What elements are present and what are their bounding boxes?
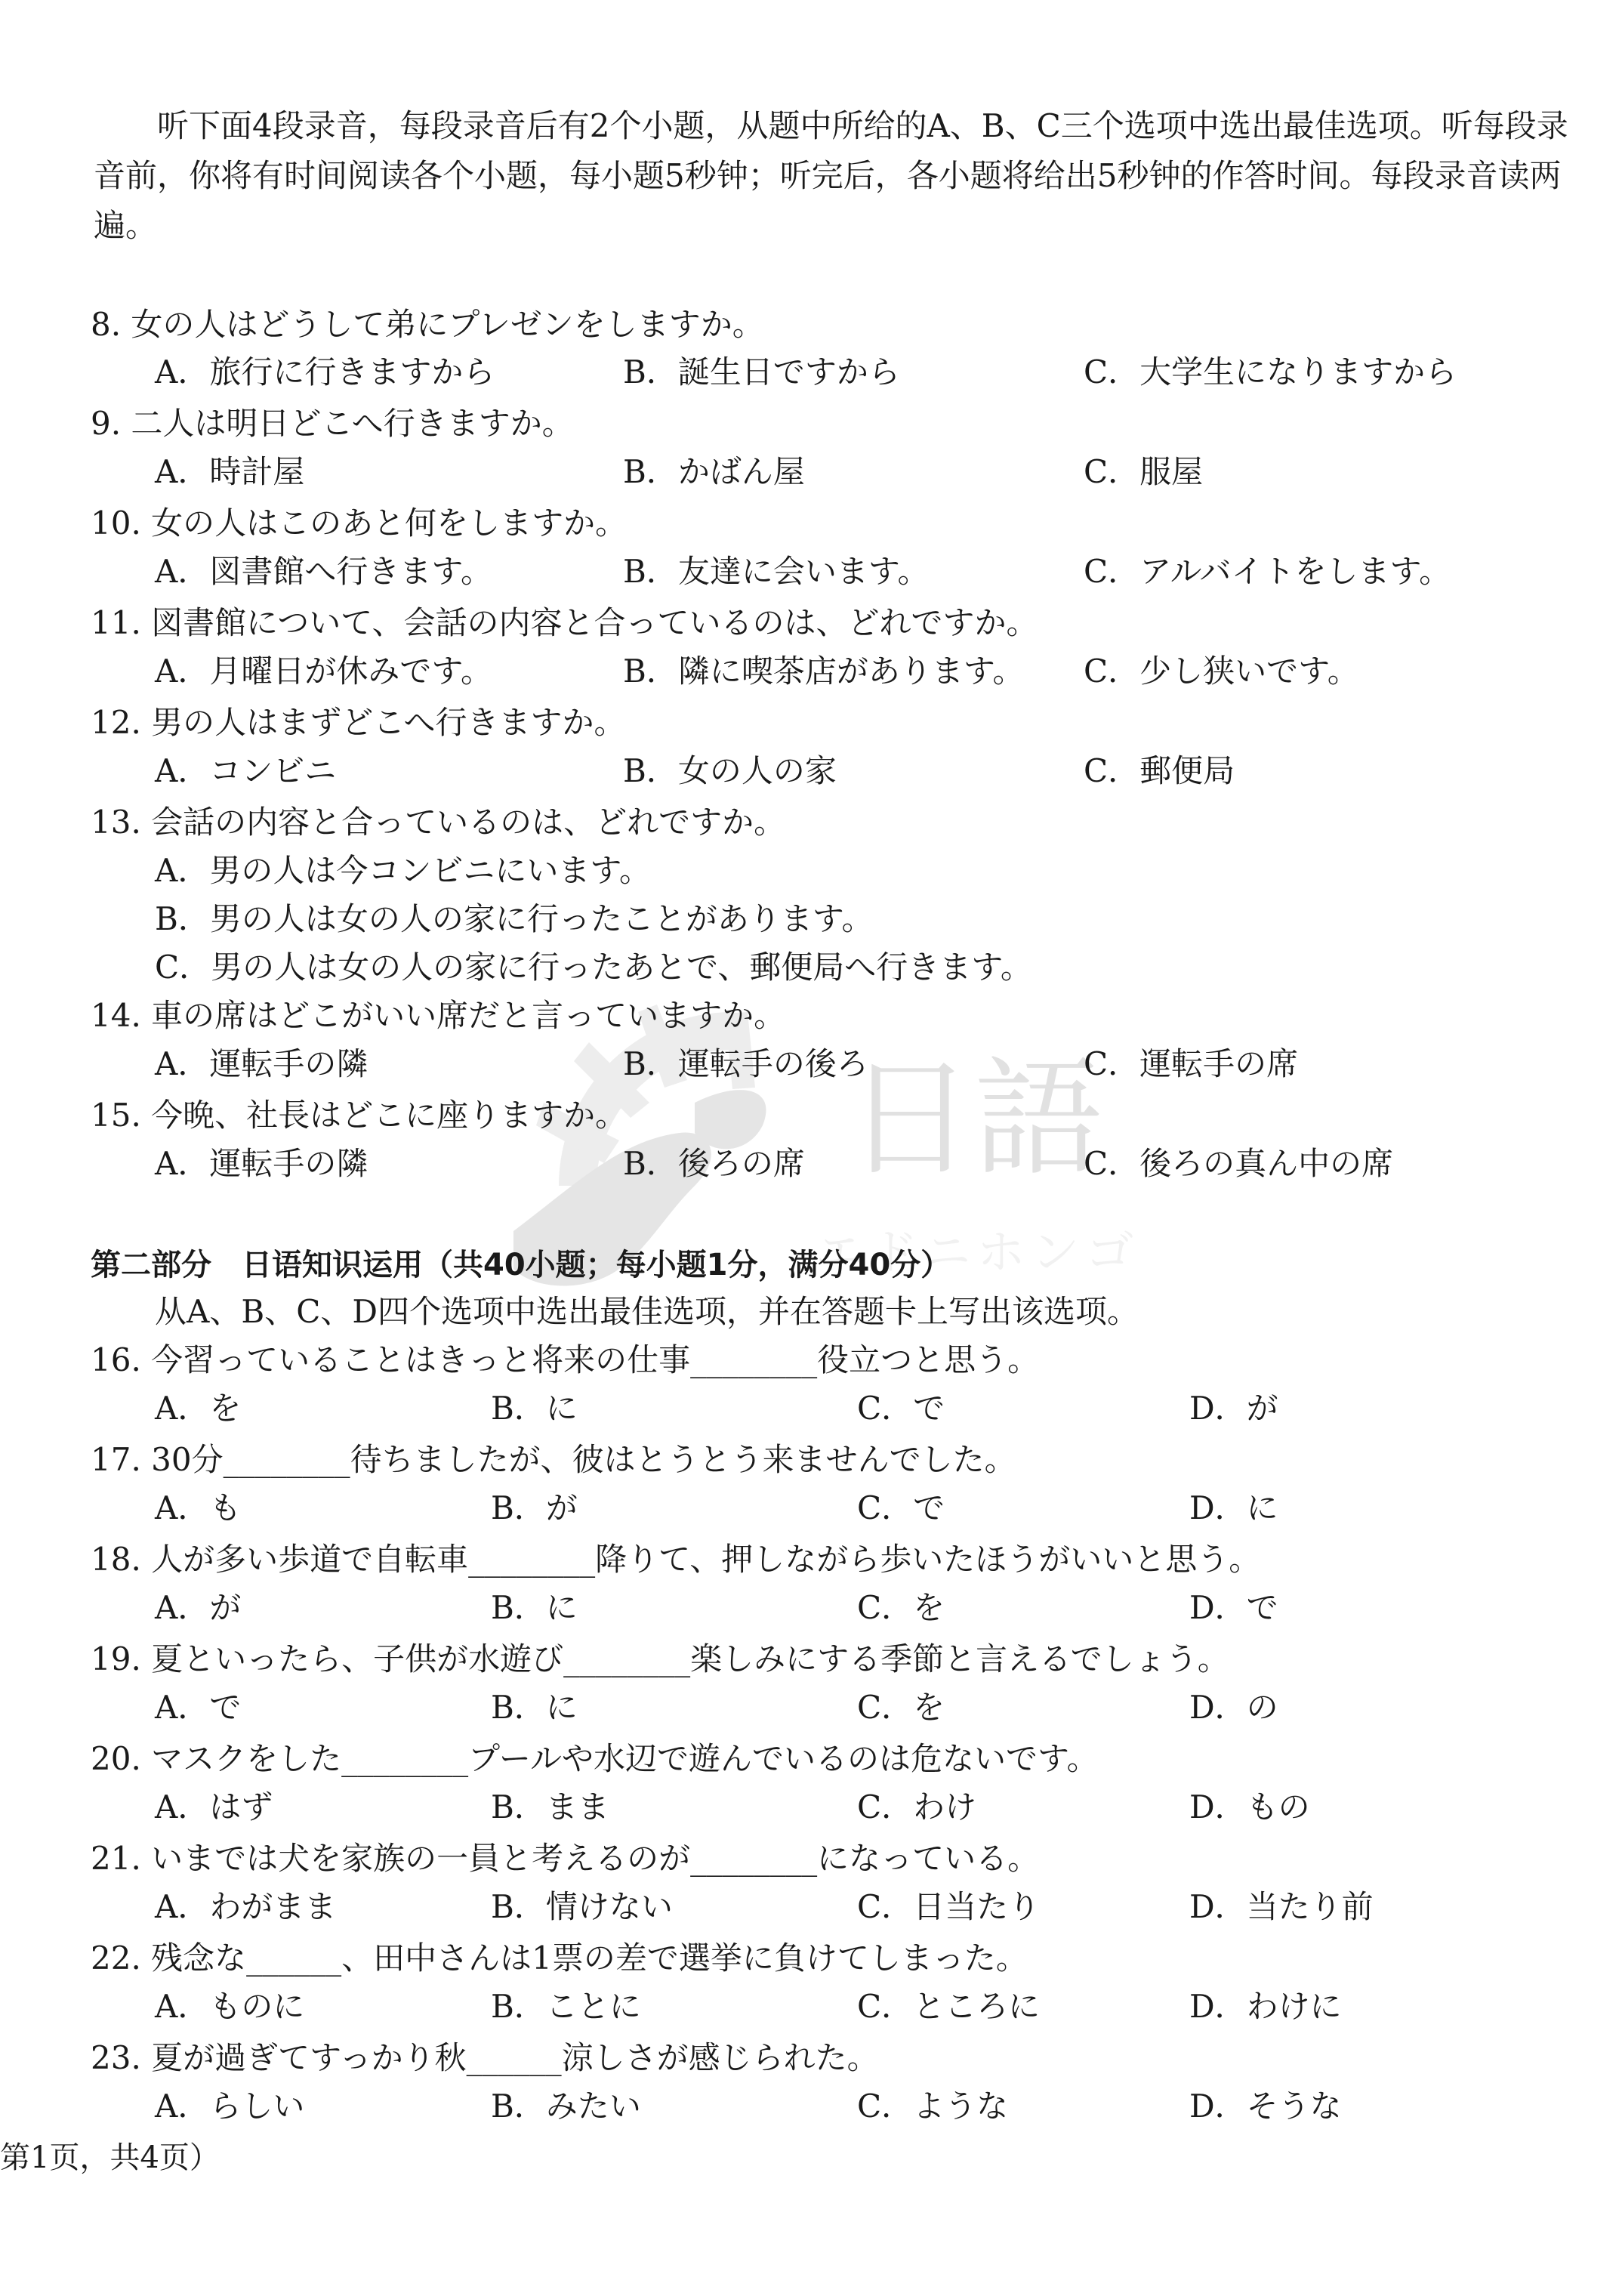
q8-option-b: B．誕生日ですから	[623, 353, 900, 390]
q21-option-b: B．情けない	[491, 1888, 673, 1925]
watermark-main-text: 日語	[846, 1045, 1103, 1194]
q21-option-a: A．わがまま	[155, 1888, 337, 1925]
q21-option-d: D．当たり前	[1189, 1888, 1374, 1925]
q22-option-b: B．ことに	[491, 1988, 641, 2025]
q11-option-b: B．隣に喫茶店があります。	[623, 653, 1025, 690]
q20-option-a: A．はず	[155, 1788, 273, 1825]
listening-instructions: 听下面4段录音，每段录音后有2个小题，从题中所给的A、B、C三个选项中选出最佳选项。听每段录音前，你将有时间阅读各个小题，每小题5秒钟；听完后，各小题将给出5秒钟的作答时间。每段录音读两遍。	[94, 107, 1568, 244]
question-22: 22. 残念な______、田中さんは1票の差で選挙に負けてしまった。	[91, 1940, 1028, 1977]
q15-option-c: C．後ろの真ん中の席	[1084, 1145, 1394, 1182]
q18-option-d: D．で	[1189, 1589, 1278, 1626]
q12-option-c: C．郵便局	[1084, 752, 1235, 789]
question-17: 17. 30分________待ちましたが、彼はとうとう来ませんでした。	[91, 1441, 1016, 1478]
q17-option-b: B．が	[491, 1489, 578, 1526]
question-21: 21. いまでは犬を家族の一員と考えるのが________になっている。	[91, 1840, 1040, 1877]
question-9: 9. 二人は明日どこへ行きますか。	[91, 405, 574, 442]
q10-option-c: C．アルバイトをします。	[1084, 553, 1451, 590]
q12-option-b: B．女の人の家	[623, 752, 837, 789]
q17-option-c: C．で	[857, 1489, 945, 1526]
q10-option-a: A．図書館へ行きます。	[155, 553, 492, 590]
section-2-title: 第二部分 日语知识运用（共40小题；每小题1分，满分40分）	[91, 1248, 951, 1282]
q8-option-a: A．旅行に行きますから	[155, 353, 495, 390]
q9-option-c: C．服屋	[1084, 453, 1204, 490]
q20-option-b: B．まま	[491, 1788, 609, 1825]
q22-option-d: D．わけに	[1189, 1988, 1342, 2025]
q19-option-c: C．を	[857, 1689, 945, 1726]
q13-option-c: C．男の人は女の人の家に行ったあとで、郵便局へ行きます。	[155, 949, 1032, 986]
q12-option-a: A．コンビニ	[155, 752, 337, 789]
q9-option-a: A．時計屋	[155, 453, 305, 490]
q23-option-b: B．みたい	[491, 2088, 641, 2125]
q10-option-b: B．友達に会います。	[623, 553, 930, 590]
q14-option-c: C．運転手の席	[1084, 1045, 1299, 1082]
q20-option-d: D．もの	[1189, 1788, 1310, 1825]
q11-option-a: A．月曜日が休みです。	[155, 653, 492, 690]
q19-option-b: B．に	[491, 1689, 578, 1726]
question-10: 10. 女の人はこのあと何をしますか。	[91, 505, 628, 542]
question-18: 18. 人が多い歩道で自転車________降りて、押しながら歩いたほうがいいと思う。	[91, 1541, 1261, 1578]
q19-option-a: A．で	[155, 1689, 242, 1726]
q16-option-a: A．を	[155, 1390, 242, 1427]
q23-option-d: D．そうな	[1189, 2088, 1342, 2125]
question-16: 16. 今習っていることはきっと将来の仕事________役立つと思う。	[91, 1341, 1040, 1378]
q17-option-d: D．に	[1189, 1489, 1278, 1526]
q15-option-a: A．運転手の隣	[155, 1145, 368, 1182]
q11-option-c: C．少し狭いです。	[1084, 653, 1359, 690]
question-8: 8. 女の人はどうして弟にプレゼンをしますか。	[91, 306, 764, 343]
q18-option-a: A．が	[155, 1589, 242, 1626]
q23-option-c: C．ような	[857, 2088, 1009, 2125]
section-2-instruction: 从A、B、C、D四个选项中选出最佳选项，并在答题卡上写出该选项。	[155, 1293, 1139, 1330]
question-13: 13. 会話の内容と合っているのは、どれですか。	[91, 804, 786, 841]
q21-option-c: C．日当たり	[857, 1888, 1041, 1925]
question-14: 14. 車の席はどこがいい席だと言っていますか。	[91, 997, 786, 1034]
question-19: 19. 夏といったら、子供が水遊び________楽しみにする季節と言えるでしょう。	[91, 1640, 1229, 1677]
q9-option-b: B．かばん屋	[623, 453, 805, 490]
page-footer: 第1页，共4页）	[0, 2140, 220, 2175]
q16-option-c: C．で	[857, 1390, 945, 1427]
question-12: 12. 男の人はまずどこへ行きますか。	[91, 704, 626, 741]
question-11: 11. 図書館について、会話の内容と合っているのは、どれですか。	[91, 604, 1038, 641]
question-23: 23. 夏が過ぎてすっかり秋______涼しさが感じられた。	[91, 2039, 879, 2076]
q16-option-b: B．に	[491, 1390, 578, 1427]
q22-option-c: C．ところに	[857, 1988, 1041, 2025]
q17-option-a: A．も	[155, 1489, 242, 1526]
q8-option-c: C．大学生になりますから	[1084, 353, 1457, 390]
q22-option-a: A．ものに	[155, 1988, 305, 2025]
q20-option-c: C．わけ	[857, 1788, 977, 1825]
q14-option-b: B．運転手の後ろ	[623, 1045, 868, 1082]
watermark-sub-text: エドニホンゴ	[816, 1225, 1140, 1281]
q15-option-b: B．後ろの席	[623, 1145, 805, 1182]
question-20: 20. マスクをした________プールや水辺で遊んでいるのは危ないです。	[91, 1740, 1099, 1777]
q19-option-d: D．の	[1189, 1689, 1278, 1726]
q23-option-a: A．らしい	[155, 2088, 305, 2125]
q18-option-c: C．を	[857, 1589, 945, 1626]
q14-option-a: A．運転手の隣	[155, 1045, 368, 1082]
q13-option-a: A．男の人は今コンビニにいます。	[155, 852, 651, 889]
q13-option-b: B．男の人は女の人の家に行ったことがあります。	[155, 900, 874, 937]
q18-option-b: B．に	[491, 1589, 578, 1626]
question-15: 15. 今晩、社長はどこに座りますか。	[91, 1097, 628, 1134]
q16-option-d: D．が	[1189, 1390, 1278, 1427]
